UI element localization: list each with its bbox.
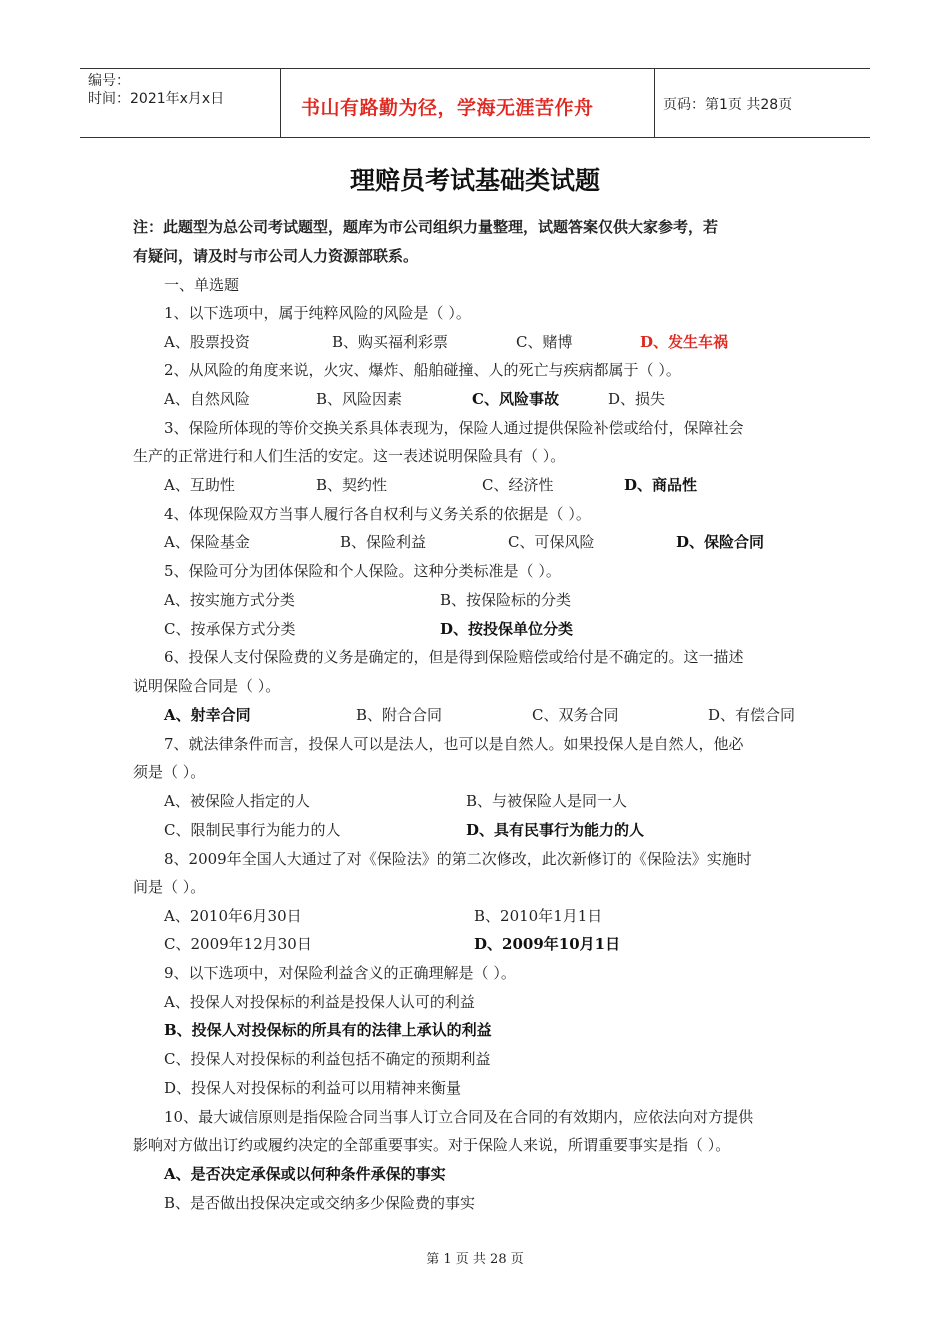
question-9-option-d: D、投保人对投保标的利益可以用精神来衡量	[164, 1079, 462, 1097]
header-meta	[80, 69, 280, 137]
question-7-option-d-answer: D、具有民事行为能力的人	[466, 821, 645, 839]
question-9-option-a: A、投保人对投保标的利益是投保人认可的利益	[164, 993, 475, 1011]
question-6-option-c: C、双务合同	[532, 706, 619, 724]
question-7-option-c: C、限制民事行为能力的人	[164, 821, 341, 839]
question-8-option-a: A、2010年6月30日	[164, 907, 302, 925]
header-page-cell	[653, 69, 870, 137]
question-4-option-d-answer: D、保险合同	[676, 533, 765, 551]
question-4-option-b: B、保险利益	[340, 533, 427, 551]
question-9-option-b-answer: B、投保人对投保标的所具有的法律上承认的利益	[164, 1021, 492, 1039]
question-7-stem-2: 须是（ ）。	[133, 763, 206, 781]
question-6-option-b: B、附合合同	[356, 706, 443, 724]
question-8-option-c: C、2009年12月30日	[164, 935, 312, 953]
question-5-stem: 5、保险可分为团体保险和个人保险。这种分类标准是（ ）。	[164, 562, 561, 580]
question-2-option-b: B、风险因素	[316, 390, 403, 408]
question-2-option-c-answer: C、风险事故	[472, 390, 559, 408]
question-10-option-b: B、是否做出投保决定或交纳多少保险费的事实	[164, 1194, 476, 1212]
question-6-option-a-answer: A、射幸合同	[164, 706, 251, 724]
note-line-2: 有疑问，请及时与市公司人力资源部联系。	[133, 247, 419, 265]
question-7-stem-1: 7、就法律条件而言，投保人可以是法人，也可以是自然人。如果投保人是自然人，他必	[164, 735, 744, 753]
question-2-option-d: D、损失	[608, 390, 666, 408]
section-heading: 一、单选题	[164, 276, 240, 294]
question-6-stem-2: 说明保险合同是（ ）。	[133, 677, 281, 695]
question-1-option-c: C、赌博	[516, 333, 573, 351]
question-1-stem: 1、以下选项中，属于纯粹风险的风险是（ ）。	[164, 304, 471, 322]
note-line-1: 注：此题型为总公司考试题型，题库为市公司组织力量整理，试题答案仅供大家参考，若	[133, 218, 719, 236]
question-9-option-c: C、投保人对投保标的利益包括不确定的预期利益	[164, 1050, 491, 1068]
question-1-option-a: A、股票投资	[164, 333, 250, 351]
question-4-option-c: C、可保风险	[508, 533, 595, 551]
question-2-option-a: A、自然风险	[164, 390, 250, 408]
question-10-stem-2: 影响对方做出订约或履约决定的全部重要事实。对于保险人来说，所谓重要事实是指（ ）。	[133, 1136, 731, 1154]
question-8-option-b: B、2010年1月1日	[474, 907, 603, 925]
header-motto: 书山有路勤为径，学海无涯苦作舟	[301, 97, 594, 119]
question-7-option-a: A、被保险人指定的人	[164, 792, 310, 810]
question-10-stem-1: 10、最大诚信原则是指保险合同当事人订立合同及在合同的有效期内，应依法向对方提供	[164, 1108, 754, 1126]
question-8-stem-2: 间是（ ）。	[133, 878, 206, 896]
question-2-stem: 2、从风险的角度来说，火灾、爆炸、船舶碰撞、人的死亡与疾病都属于（ ）。	[164, 361, 681, 379]
page-footer: 第 1 页 共 28 页	[426, 1252, 524, 1267]
question-3-stem-2: 生产的正常进行和人们生活的安定。这一表述说明保险具有（ ）。	[133, 447, 566, 465]
question-5-option-b: B、按保险标的分类	[440, 591, 572, 609]
document-title: 理赔员考试基础类试题	[349, 166, 600, 195]
question-8-stem-1: 8、2009年全国人大通过了对《保险法》的第二次修改，此次新修订的《保险法》实施时	[164, 850, 752, 868]
question-5-option-a: A、按实施方式分类	[164, 591, 295, 609]
header-page-info: 页码：第1页 共28页	[663, 97, 793, 113]
page-header	[80, 68, 870, 138]
header-motto-cell	[280, 69, 655, 137]
document-number-label: 编号：	[88, 73, 130, 89]
question-1-option-d-answer: D、发生车祸	[640, 333, 729, 351]
question-9-stem: 9、以下选项中，对保险利益含义的正确理解是（ ）。	[164, 964, 516, 982]
question-3-option-a: A、互助性	[164, 476, 235, 494]
question-10-option-a-answer: A、是否决定承保或以何种条件承保的事实	[164, 1165, 446, 1183]
question-3-option-b: B、契约性	[316, 476, 388, 494]
question-6-stem-1: 6、投保人支付保险费的义务是确定的，但是得到保险赔偿或给付是不确定的。这一描述	[164, 648, 744, 666]
question-4-stem: 4、体现保险双方当事人履行各自权利与义务关系的依据是（ ）。	[164, 505, 591, 523]
question-4-option-a: A、保险基金	[164, 533, 250, 551]
question-3-option-d-answer: D、商品性	[624, 476, 698, 494]
question-7-option-b: B、与被保险人是同一人	[466, 792, 628, 810]
question-8-option-d-answer: D、2009年10月1日	[474, 935, 621, 953]
question-5-option-d-answer: D、按投保单位分类	[440, 620, 574, 638]
document-time-label: 时间：2021年x月x日	[88, 91, 225, 107]
question-3-option-c: C、经济性	[482, 476, 554, 494]
question-1-option-b: B、购买福利彩票	[332, 333, 449, 351]
question-3-stem-1: 3、保险所体现的等价交换关系具体表现为，保险人通过提供保险补偿或给付，保障社会	[164, 419, 744, 437]
question-5-option-c: C、按承保方式分类	[164, 620, 296, 638]
question-6-option-d: D、有偿合同	[708, 706, 796, 724]
